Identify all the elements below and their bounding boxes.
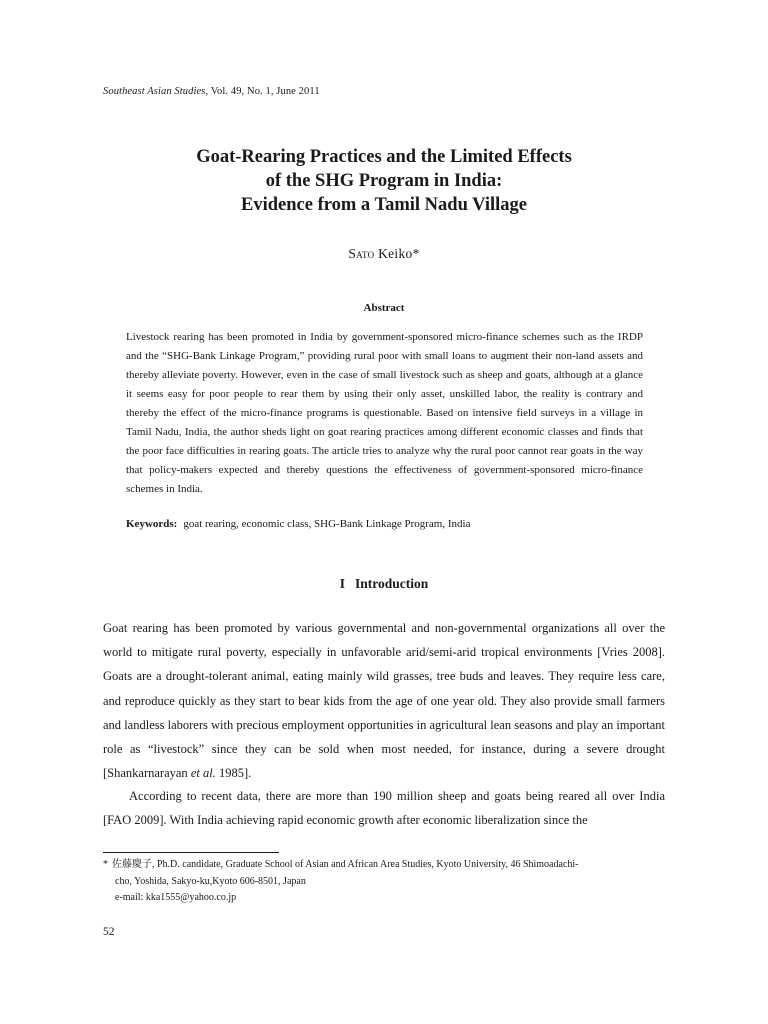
article-title-line-3: Evidence from a Tamil Nadu Village (241, 195, 527, 215)
keywords-line (126, 518, 470, 530)
page-number: 52 (103, 926, 115, 938)
author-footnote (103, 857, 665, 907)
footnote-mark: * (103, 859, 108, 870)
article-title-line-1: Goat-Rearing Practices and the Limited Effects (196, 147, 572, 167)
body-paragraph-1-text: Goat rearing has been promoted by various governmental and non-governmental organizations all over the world to mitigate rural poverty, especially in unfavorable arid/semi-arid tropical environments [Vries 2008]. Goats are a drought-tolerant animal, eating mainly wild grasses, tree buds and leaves. They require less care, and reproduce quickly as they start to bear kids from the age of one year old. They also provide small farmers and landless laborers with precious employment opportunities in agricultural lean seasons and play an important role as “livestock” since they can be sold when most needed, for instance, during a severe drought [Shankarnarayan (103, 621, 665, 781)
et-al-italic: et al. (190, 766, 216, 781)
footnote-email: e-mail: kka1555@yahoo.co.jp (115, 892, 237, 903)
author-given-name: Keiko* (374, 246, 420, 261)
footnote-line-1 (103, 857, 665, 874)
footnote-divider (103, 852, 279, 853)
article-title-line-2: of the SHG Program in India: (265, 171, 503, 191)
body-paragraph-2: According to recent data, there are more than 190 million sheep and goats being reared all over India [FAO 2009]. With India achieving rapid economic growth after economic liberalization since the (103, 789, 665, 828)
abstract-heading: Abstract (363, 302, 405, 314)
section-number: I (339, 576, 345, 591)
footnote-address: cho, Yoshida, Sakyo-ku,Kyoto 606-8501, Japan (115, 875, 306, 887)
article-title (0, 145, 768, 217)
footnote-author-name: 佐藤慶子, (112, 859, 155, 870)
footnote-affiliation: Ph.D. candidate, Graduate School of Asian and African Area Studies, Kyoto University, 46 Shimoadachi- (157, 859, 579, 870)
journal-name: Southeast Asian Studies (103, 86, 206, 97)
section-title: Introduction (354, 576, 429, 591)
section-heading (0, 576, 768, 592)
body-paragraph-1-end: 1985]. (215, 766, 252, 781)
keywords-label: Keywords: (126, 518, 178, 530)
abstract-text: Livestock rearing has been promoted in India by government-sponsored micro-finance schemes such as the IRDP and the “SHG-Bank Linkage Program,” providing rural poor with small loans to augment their non-land assets and thereby alleviate poverty. However, even in the case of small livestock such as sheep and goats, although at a glance it seems easy for poor people to rear them by using their only asset, unskilled labor, the reality is contrary and thereby the effect of the micro-finance programs is questionable. Based on intensive field surveys in a village in Tamil Nadu, India, the author sheds light on goat rearing practices among different economic classes and finds that the poor face difficulties in rearing goats. The article tries to analyze why the rural poor cannot rear goats in the way that policy-makers expected and thereby questions the effectiveness of government-sponsored micro-finance schemes in India. (126, 331, 643, 495)
running-head (103, 86, 320, 97)
keywords-text: goat rearing, economic class, SHG-Bank Linkage Program, India (183, 518, 471, 530)
author-family-name: Sato (348, 246, 375, 261)
journal-issue-details: , Vol. 49, No. 1, June 2011 (205, 86, 320, 97)
body-paragraph-1 (103, 616, 665, 785)
author-byline (0, 246, 768, 262)
